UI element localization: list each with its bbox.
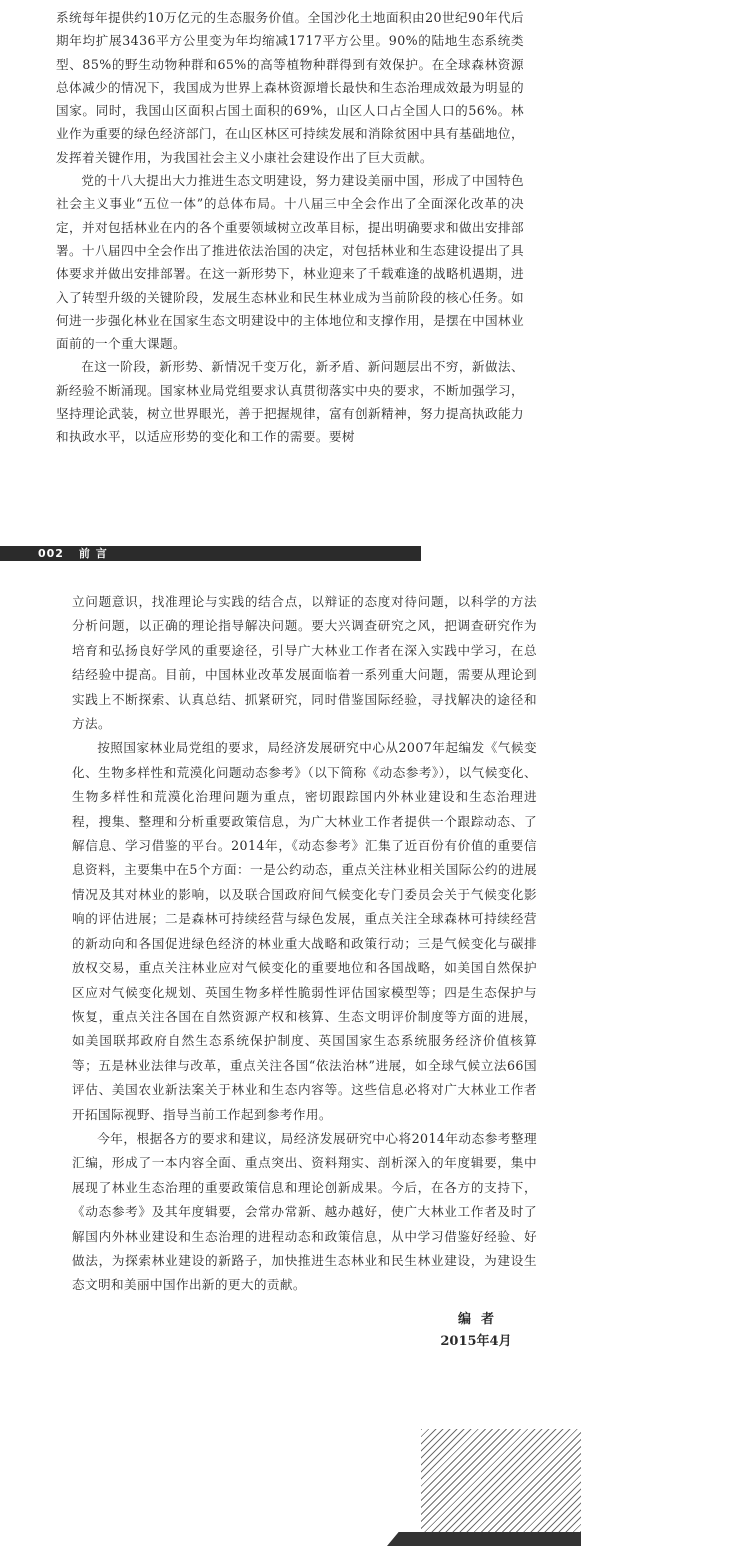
upper-paragraph-1: 系统每年提供约10万亿元的生态服务价值。全国沙化土地面积由20世纪90年代后期年均扩展3436平方公里变为年均缩减1717平方公里。90%的陆地生态系统类型、85%的野生动物种群和65%的高等植物种群得到有效保护。在全球森林资源总体减少的情况下，我国成为世界上森林资源增长最快和生态治理成效最为明显的国家。同时，我国山区面积占国土面积的69%，山区人口占全国人口的56%。林业作为重要的绿色经济部门，在山区林区可持续发展和消除贫困中具有基础地位，发挥着关键作用，为我国社会主义小康社会建设作出了巨大贡献。 (56, 10, 524, 165)
signature-author: 编者 (457, 1312, 504, 1327)
page-number: 002 (38, 547, 64, 560)
lower-paragraph-3: 今年，根据各方的要求和建议，局经济发展研究中心将2014年动态参考整理汇编，形成了一本内容全面、重点突出、资料翔实、剖析深入的年度辑要，集中展现了林业生态治理的重要政策信息和理论创新成果。今后，在各方的支持下，《动态参考》及其年度辑要，会常办常新、越办越好，使广大林业工作者及时了解国内外林业建设和生态治理的进程动态和政策信息，从中学习借鉴好经验、好做法，为探索林业建设的新路子，加快推进生态林业和民生林业建设，为建设生态文明和美丽中国作出新的更大的贡献。 (72, 1130, 537, 1293)
upper-text-block (56, 6, 524, 449)
hatched-decoration (421, 1429, 581, 1546)
lower-paragraph-2: 按照国家林业局党组的要求，局经济发展研究中心从2007年起编发《气候变化、生物多样性和荒漠化问题动态参考》（以下简称《动态参考》），以气候变化、生物多样性和荒漠化治理问题为重点，密切跟踪国内外林业建设和生态治理进程，搜集、整理和分析重要政策信息，为广大林业工作者提供一个跟踪动态、了解信息、学习借鉴的平台。2014年，《动态参考》汇集了近百份有价值的重要信息资料，主要集中在5个方面：一是公约动态，重点关注林业相关国际公约的进展情况及其对林业的影响，以及联合国政府间气候变化专门委员会关于气候变化影响的评估进展；二是森林可持续经营与绿色发展，重点关注全球森林可持续经营的新动向和各国促进绿色经济的林业重大战略和政策行动；三是气候变化与碳排放权交易，重点关注林业应对气候变化的重要地位和各国战略，如美国自然保护区应对气候变化规划、英国生物多样性脆弱性评估国家模型等；四是生态保护与恢复，重点关注各国在自然资源产权和核算、生态文明评价制度等方面的进展，如美国联邦政府自然生态系统保护制度、英国国家生态系统服务经济价值核算等；五是林业法律与改革，重点关注各国“依法治林”进展，如全球气候立法66国评估、美国农业新法案关于林业和生态内容等。这些信息必将对广大林业工作者开拓国际视野、指导当前工作起到参考作用。 (72, 740, 537, 1122)
signature-date: 2015年4月 (440, 1334, 512, 1349)
upper-paragraph-3: 在这一阶段，新形势、新情况千变万化，新矛盾、新问题层出不穷，新做法、新经验不断涌现。国家林业局党组要求认真贯彻落实中央的要求，不断加强学习，坚持理论武装，树立世界眼光，善于把握规律，富有创新精神，努力提高执政能力和执政水平，以适应形势的变化和工作的需要。要树 (56, 359, 524, 445)
lower-text-block (72, 590, 537, 1298)
lower-paragraph-1: 立问题意识，找准理论与实践的结合点，以辩证的态度对待问题，以科学的方法分析问题，以正确的理论指导解决问题。要大兴调查研究之风，把调查研究作为培育和弘扬良好学风的重要途径，引导广大林业工作者在深入实践中学习，在总结经验中提高。目前，中国林业改革发展面临着一系列重大问题，需要从理论到实践上不断探索、认真总结、抓紧研究，同时借鉴国际经验，寻找解决的途径和方法。 (72, 594, 537, 732)
corner-bar-decoration (387, 1532, 581, 1546)
section-title: 前言 (78, 547, 113, 560)
upper-paragraph-2: 党的十八大提出大力推进生态文明建设，努力建设美丽中国，形成了中国特色社会主义事业“五位一体”的总体布局。十八届三中全会作出了全面深化改革的决定，并对包括林业在内的各个重要领域树立改革目标，提出明确要求和做出安排部署。十八届四中全会作出了推进依法治国的决定，对包括林业和生态建设提出了具体要求并做出安排部署。在这一新形势下，林业迎来了千载难逢的战略机遇期，进入了转型升级的关键阶段，发展生态林业和民生林业成为当前阶段的核心任务。如何进一步强化林业在国家生态文明建设中的主体地位和支撑作用，是摆在中国林业面前的一个重大课题。 (56, 173, 524, 352)
running-header-bar (0, 546, 421, 561)
signature-block (436, 1309, 516, 1353)
